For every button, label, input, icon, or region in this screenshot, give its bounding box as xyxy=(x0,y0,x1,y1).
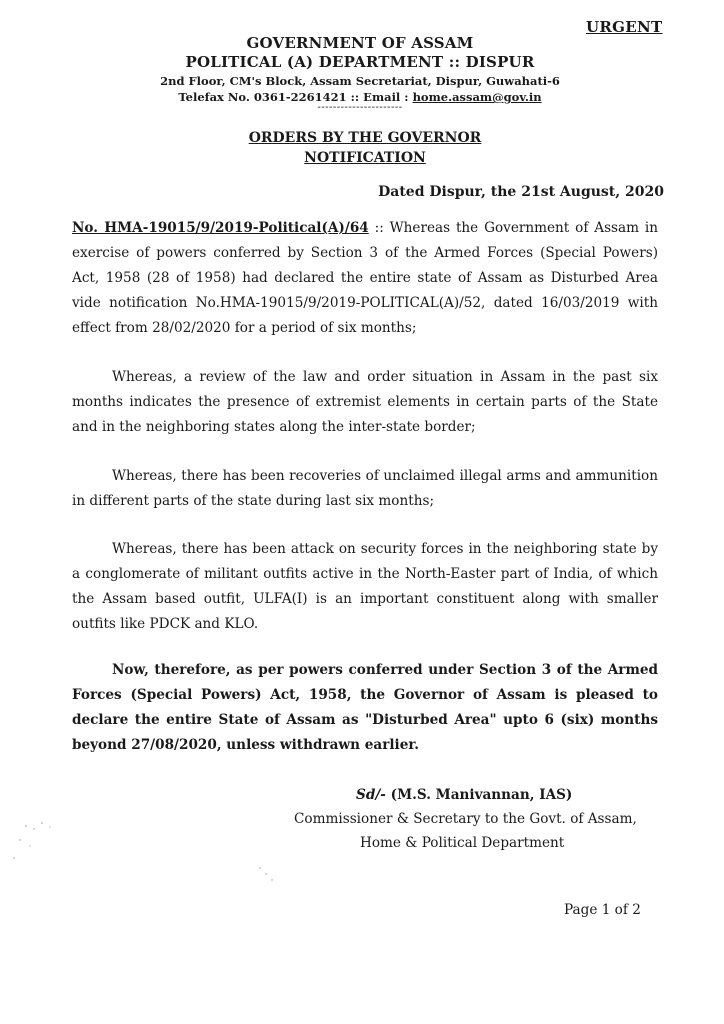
signatory-line xyxy=(290,783,650,807)
page-number: Page 1 of 2 xyxy=(564,902,641,918)
email-address: home.assam@gov.in xyxy=(412,90,542,104)
header-rule: ---------------------- xyxy=(317,102,403,113)
urgent-label: URGENT xyxy=(586,18,663,36)
order-heading xyxy=(200,128,530,168)
notification-heading: NOTIFICATION xyxy=(304,150,426,166)
office-address: 2nd Floor, CM's Block, Assam Secretariat, Dispur, Guwahati-6 xyxy=(160,74,560,88)
orders-by-governor: ORDERS BY THE GOVERNOR xyxy=(248,130,482,146)
paragraph-recoveries: Whereas, there has been recoveries of unclaimed illegal arms and ammunition in different parts of the state during last six months; xyxy=(72,468,658,509)
department-title: POLITICAL (A) DEPARTMENT :: DISPUR xyxy=(185,53,535,71)
paragraph-review: Whereas, a review of the law and order situation in Assam in the past six months indicates the presence of extremist elements in certain parts of the State and in the neighboring states along the inter-state border; xyxy=(72,369,658,435)
date-line: Dated Dispur, the 21st August, 2020 xyxy=(378,184,664,200)
telefax-text: Telefax No. 0361-2261421 :: Email : xyxy=(178,90,413,104)
signatory-designation: Commissioner & Secretary to the Govt. of Assam, xyxy=(294,811,637,827)
paragraph-1-text: :: Whereas the Government of Assam in exercise of powers conferred by Section 3 of the Armed Forces (Special Powers) Act, 1958 (28 of 1958) had declared the entire state of Assam as Disturbed Area vide notification No.HMA-19015/9/2019-POLITICAL(A)/52, dated 16/03/2019 with effect from 28/02/2020 for a period of six months; xyxy=(72,220,658,336)
sd-mark: Sd/- xyxy=(356,787,386,803)
government-title: GOVERNMENT OF ASSAM xyxy=(246,34,474,52)
paragraph-notification xyxy=(72,216,658,341)
paragraph-declaration: Now, therefore, as per powers conferred under Section 3 of the Armed Forces (Special Powers) Act, 1958, the Governor of Assam is pleased to declare the entire State of Assam as "Disturbed Area" upto 6 (six) months beyond 27/08/2020, unless withdrawn earlier. xyxy=(72,662,658,753)
paragraph-attack: Whereas, there has been attack on security forces in the neighboring state by a conglomerate of militant outfits active in the North-Easter part of India, of which the Assam based outfit, ULFA(I) is an important constituent along with smaller outfits like PDCK and KLO. xyxy=(72,541,658,632)
notification-number: No. HMA-19015/9/2019-Political(A)/64 xyxy=(72,220,369,236)
signature-block xyxy=(290,783,650,855)
signatory-department: Home & Political Department xyxy=(360,835,565,851)
letterhead xyxy=(150,34,570,113)
signatory-name: (M.S. Manivannan, IAS) xyxy=(390,787,573,803)
